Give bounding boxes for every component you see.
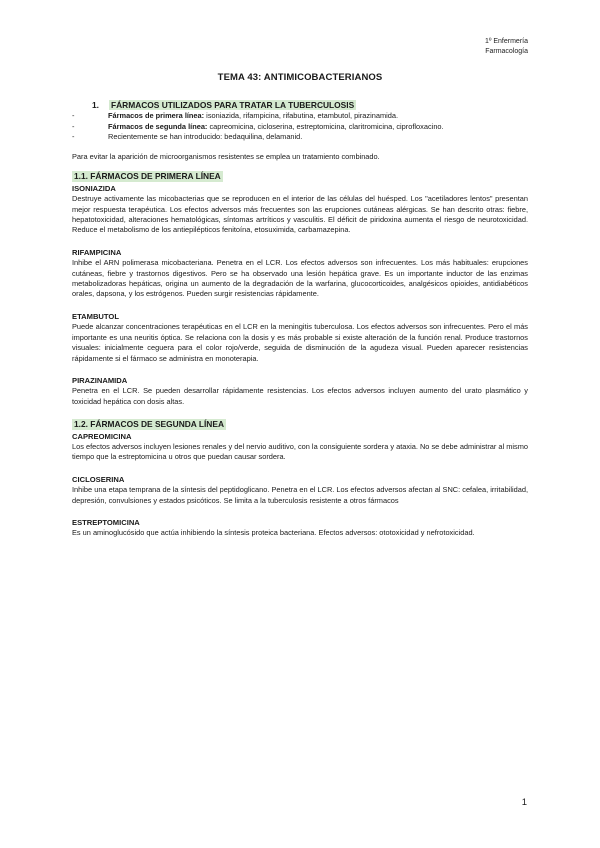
subsection-heading: 1.2. FÁRMACOS DE SEGUNDA LÍNEA: [74, 419, 224, 430]
subsection-first-line: [72, 162, 528, 407]
drug-description: Destruye activamente las micobacterias que se reproducen en el interior de las células del huésped. Los "acetiladores lentos" presentan mejor respuesta terapéutica. Los efectos adversos más frecuentes son las erupciones cutáneas alérgicas. Se han descrito otras: fiebre, hepatotoxicidad, alteraciones hematológicas, síntomas artríticos y vasculitis. El déficit de piridoxina aumenta el riesgo de neurotoxicidad. Reduce el metabolismo de los antiepilépticos fenitoína, etosuximida, carbamazepina.: [72, 194, 528, 235]
drug-name: CAPREOMICINA: [72, 431, 132, 441]
list-item-text: isoniazida, rifampicina, rifabutina, etambutol, pirazinamida.: [204, 111, 399, 121]
drug-entry: [72, 432, 528, 463]
bullet-dash: -: [72, 121, 75, 131]
drug-entry: [72, 312, 528, 364]
list-item-label: Fármacos de segunda línea:: [108, 121, 208, 131]
bullet-dash: -: [72, 131, 75, 141]
section-number: 1.: [92, 100, 99, 110]
drug-name: CICLOSERINA: [72, 474, 125, 484]
subsection-second-line: [72, 407, 528, 539]
drug-name: ESTREPTOMICINA: [72, 517, 140, 527]
drug-entry: [72, 518, 528, 539]
drug-name: PIRAZINAMIDA: [72, 375, 128, 385]
intro-paragraph: Para evitar la aparición de microorganismos resistentes se emplea un tratamiento combinado.: [72, 152, 380, 162]
list-item: [72, 122, 528, 132]
drug-name: RIFAMPICINA: [72, 247, 122, 257]
drug-name: ISONIAZIDA: [72, 183, 116, 193]
list-item-label: Fármacos de primera línea:: [108, 111, 205, 121]
drug-description: Inhibe una etapa temprana de la síntesis del peptidoglicano. Penetra en el LCR. Los efectos adversos afectan al SNC: cefalea, irritabilidad, depresión, convulsiones y estados psicóticos. Se limita a la tuberculosis resistente a otros fármacos: [72, 485, 528, 505]
subsection-heading: 1.1. FÁRMACOS DE PRIMERA LÍNEA: [74, 171, 221, 182]
drug-entry: [72, 376, 528, 407]
page-number: 1: [521, 797, 527, 808]
drug-description: Puede alcanzar concentraciones terapéuticas en el LCR en la meningitis tuberculosa. Los efectos adversos son infrecuentes. Pero el más importante es una neuritis óptica. Se relaciona con la dosis y es más probable si existe alteración de la función renal. Produce trastornos visuales: inicialmente ceguera para el color rojo/verde, seguida de disminución de la agudeza visual. Pueden aparecer resistencias rápidamente si el fármaco se administra en monoterapia.: [72, 322, 528, 363]
list-item: [72, 111, 528, 121]
drug-entry: [72, 475, 528, 506]
page-title: TEMA 43: ANTIMICOBACTERIANOS: [217, 72, 383, 83]
list-item: [72, 132, 528, 142]
header-course: 1º Enfermería: [484, 38, 528, 45]
drug-name: ETAMBUTOL: [72, 311, 119, 321]
list-item-text: capreomicina, cicloserina, estreptomicina, claritromicina, ciprofloxacino.: [207, 121, 444, 131]
drug-entry: [72, 248, 528, 300]
drug-description: Inhibe el ARN polimerasa micobacteriana. Penetra en el LCR. Los efectos adversos son infrecuentes. Los más habituales: erupciones cutáneas, fiebre y trastornos digestivos. Pero se ha observado una lesión hepática grave. Es un importante inductor de las enzimas metabolizadoras hepáticas, origina un aumento de la degradación de la warfarina, glucocorticoides, analgésicos opioides, antidiabéticos orales, dapsona, y los estrógenos. Pueden surgir resistencias rápidamente.: [72, 258, 528, 299]
document-body: [72, 100, 528, 539]
list-item-text: Recientemente se han introducido: bedaquilina, delamanid.: [108, 131, 303, 141]
drug-entry: [72, 184, 528, 236]
drug-description: Penetra en el LCR. Se pueden desarrollar rápidamente resistencias. Los efectos adversos incluyen aumento del urato plasmático y toxicidad hepática con dosis altas.: [72, 386, 528, 406]
drug-description: Los efectos adversos incluyen lesiones renales y del nervio auditivo, con la consiguiente sordera y ataxia. No se debe administrar al mismo tiempo que la estreptomicina u otros que puedan causar sordera.: [72, 441, 528, 462]
page-header: [485, 37, 528, 57]
header-subject: Farmacología: [485, 48, 528, 55]
section-heading: [92, 100, 528, 110]
drug-line-list: [72, 111, 528, 142]
drug-description: Es un aminoglucósido que actúa inhibiendo la síntesis proteica bacteriana. Efectos adversos: ototoxicidad y nefrotoxicidad.: [72, 528, 475, 538]
bullet-dash: -: [72, 111, 75, 121]
section-title: FÁRMACOS UTILIZADOS PARA TRATAR LA TUBERCULOSIS: [111, 100, 355, 110]
